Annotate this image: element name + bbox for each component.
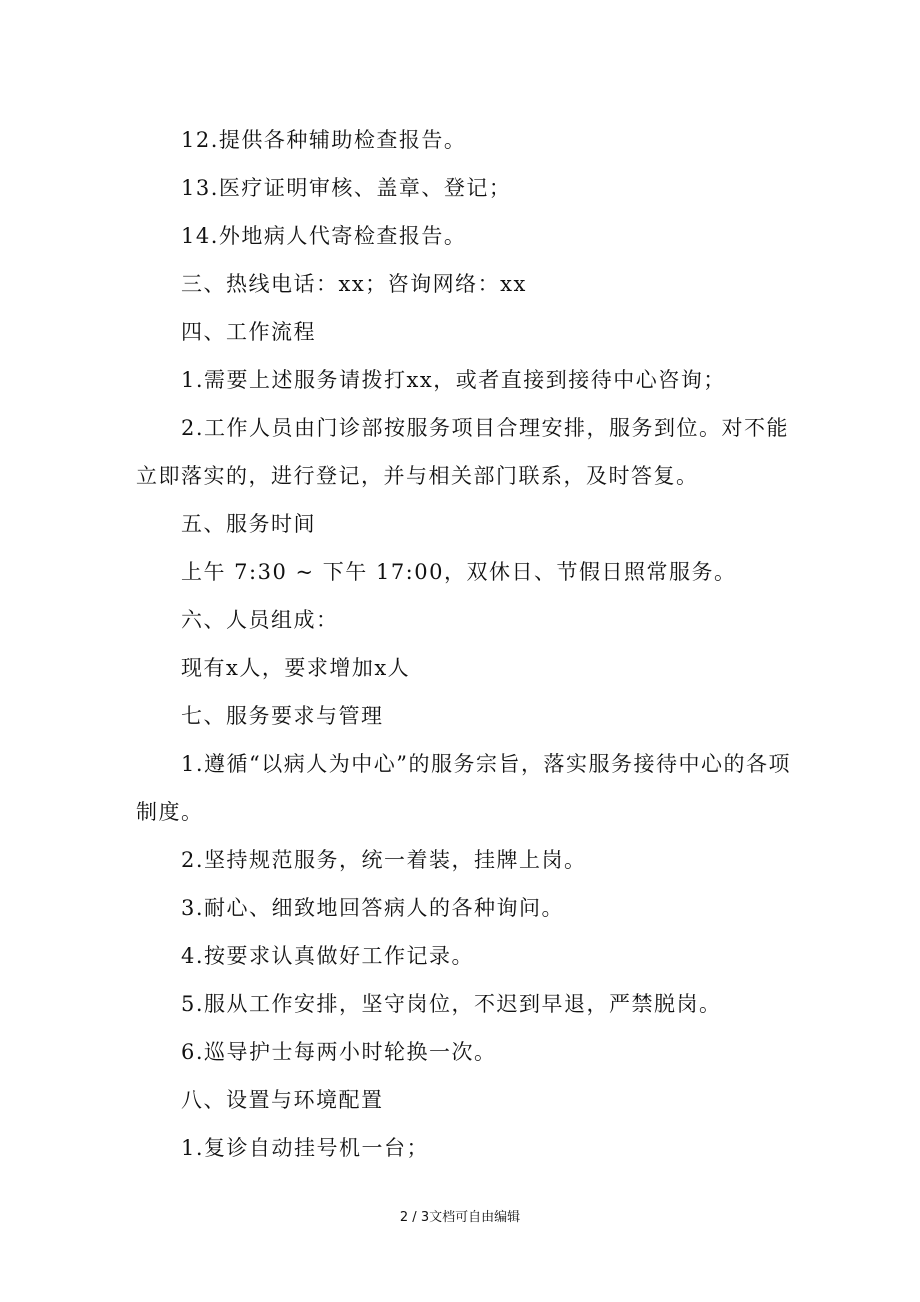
paragraph: 14.外地病人代寄检查报告。 [181,224,467,248]
paragraph: 13.医疗证明审核、盖章、登记； [181,176,512,200]
paragraph: 4.按要求认真做好工作记录。 [181,944,475,968]
section-heading: 七、服务要求与管理 [181,704,384,728]
section-heading: 八、设置与环境配置 [181,1088,384,1112]
document-body [136,116,796,1172]
paragraph: 12.提供各种辅助检查报告。 [181,128,467,152]
paragraph: 上午 7:30 ~ 下午 17:00，双休日、节假日照常服务。 [181,560,737,584]
paragraph: 现有x人，要求增加x人 [181,656,411,680]
paragraph: 2.坚持规范服务，统一着装，挂牌上岗。 [181,848,587,872]
paragraph: 2.工作人员由门诊部按服务项目合理安排，服务到位。对不能立即落实的，进行登记，并与相关部门联系，及时答复。 [136,416,790,488]
paragraph: 5.服从工作安排，坚守岗位，不迟到早退，严禁脱岗。 [181,992,722,1016]
section-heading: 四、工作流程 [181,320,316,344]
paragraph: 3.耐心、细致地回答病人的各种询问。 [181,896,565,920]
section-heading: 五、服务时间 [181,512,316,536]
paragraph: 6.巡导护士每两小时轮换一次。 [181,1040,497,1064]
section-heading: 六、人员组成： [181,608,339,632]
section-heading: 三、热线电话：xx；咨询网络：xx [181,272,527,296]
paragraph: 1.需要上述服务请拨打xx，或者直接到接待中心咨询； [181,368,726,392]
paragraph: 1.复诊自动挂号机一台； [181,1136,430,1160]
page-footer: 2 / 3文档可自由编辑 [399,1210,521,1225]
paragraph: 1.遵循“以病人为中心”的服务宗旨，落实服务接待中心的各项制度。 [136,752,792,824]
